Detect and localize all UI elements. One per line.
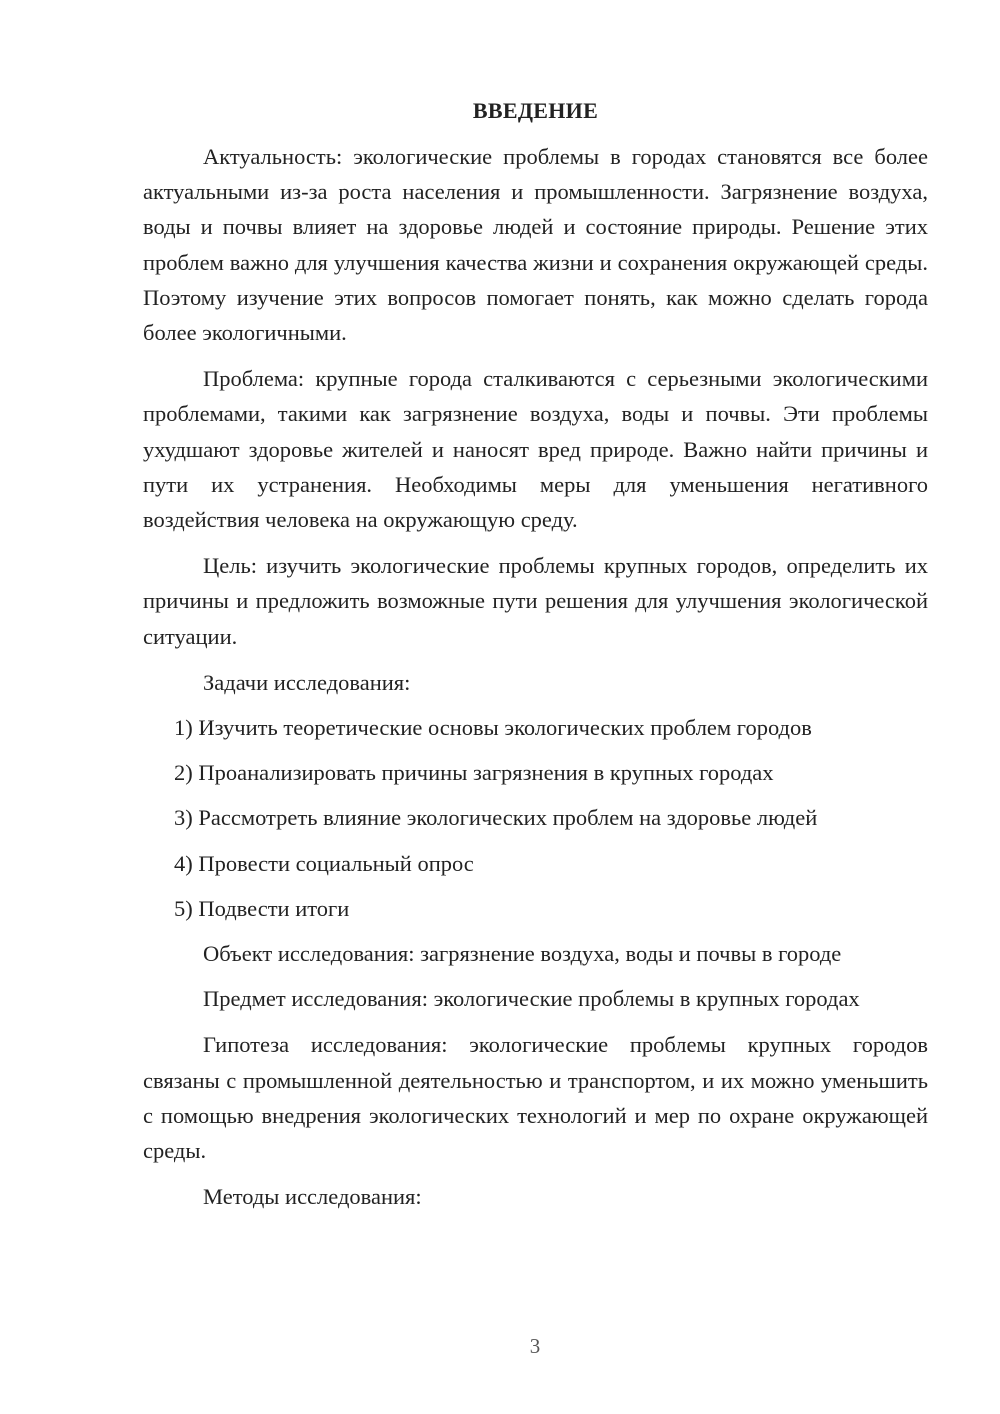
list-item: 1) Изучить теоретические основы экологических проблем городов [174, 715, 812, 741]
page-number: 3 [529, 1334, 541, 1358]
tasks-heading: Задачи исследования: [203, 669, 411, 695]
goal-paragraph: Цель: изучить экологические проблемы крупных городов, определить их причины и предложить возможные пути решения для улучшения экологической ситуации. [143, 553, 928, 649]
subject-paragraph: Предмет исследования: экологические проблемы в крупных городах [203, 986, 860, 1012]
object-paragraph: Объект исследования: загрязнение воздуха, воды и почвы в городе [203, 941, 842, 967]
hypothesis-paragraph: Гипотеза исследования: экологические проблемы крупных городов связаны с промышленной деятельностью и транспортом, и их можно уменьшить с помощью внедрения экологических технологий и мер по охране окружающей среды. [143, 1032, 928, 1164]
list-item: 3) Рассмотреть влияние экологических проблем на здоровье людей [174, 805, 818, 831]
relevance-paragraph: Актуальность: экологические проблемы в городах становятся все более актуальными из-за роста населения и промышленности. Загрязнение воздуха, воды и почвы влияет на здоровье людей и состояние природы. Решение этих проблем важно для улучшения качества жизни и сохранения окружающей среды. Поэтому изучение этих вопросов помогает понять, как можно сделать города более экологичными. [143, 144, 928, 346]
list-item: 2) Проанализировать причины загрязнения в крупных городах [174, 760, 774, 786]
list-item: 4) Провести социальный опрос [174, 850, 474, 876]
tasks-list [143, 710, 928, 926]
list-item: 5) Подвести итоги [174, 895, 350, 921]
page-title: ВВЕДЕНИЕ [472, 98, 599, 123]
document-page [143, 96, 928, 1224]
problem-paragraph: Проблема: крупные города сталкиваются с серьезными экологическими проблемами, такими как загрязнение воздуха, воды и почвы. Эти проблемы ухудшают здоровье жителей и наносят вред природе. Важно найти причины и пути их устранения. Необходимы меры для уменьшения негативного воздействия человека на окружающую среду. [143, 366, 928, 533]
methods-heading: Методы исследования: [203, 1184, 422, 1210]
